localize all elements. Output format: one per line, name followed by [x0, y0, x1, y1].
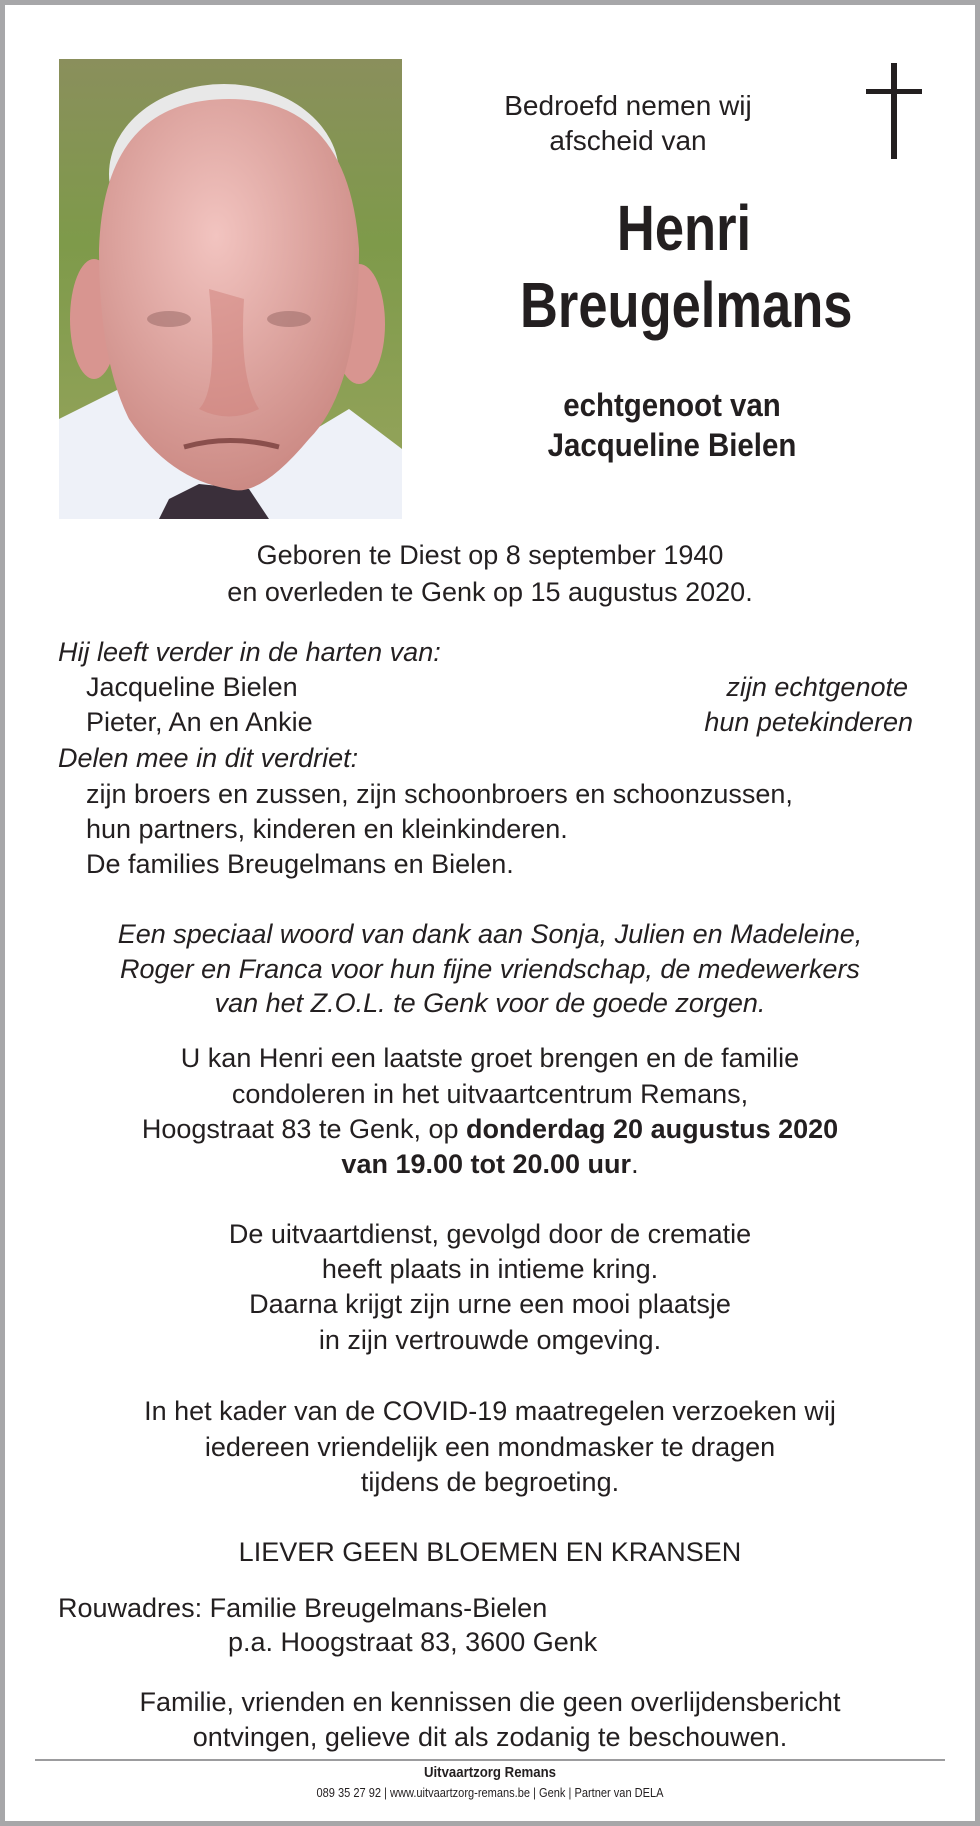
funeral-home-name: Uitvaartzorg Remans	[423, 1764, 557, 1781]
covid-line: iedereen vriendelijk een mondmasker te dragen	[204, 1432, 776, 1462]
deceased-last-name: Breugelmans	[520, 269, 853, 341]
survivor-relation: zijn echtgenote	[726, 672, 908, 702]
share-heading: Delen mee in dit verdriet:	[58, 743, 359, 773]
visit-line: U kan Henri een laatste groet brengen en de familie	[180, 1043, 800, 1073]
covid-line: tijdens de begroeting.	[360, 1467, 620, 1497]
address-line: p.a. Hoogstraat 83, 3600 Genk	[228, 1627, 598, 1657]
survivor-relation: hun petekinderen	[704, 707, 913, 737]
survivor-name: Jacqueline Bielen	[86, 672, 298, 702]
covid-line: In het kader van de COVID-19 maatregelen verzoeken wij	[144, 1396, 836, 1426]
flowers-notice: LIEVER GEEN BLOEMEN EN KRANSEN	[238, 1537, 742, 1567]
footer-divider	[35, 1759, 945, 1761]
survivor-name: Pieter, An en Ankie	[86, 707, 313, 737]
punctuation: .	[631, 1149, 639, 1179]
service-line: in zijn vertrouwde omgeving.	[318, 1325, 662, 1355]
share-line: De families Breugelmans en Bielen.	[86, 849, 514, 879]
visit-line	[0, 1147, 980, 1181]
address-line: Rouwadres: Familie Breugelmans-Bielen	[58, 1593, 548, 1623]
thanks-line: van het Z.O.L. te Genk voor de goede zorgen.	[214, 988, 766, 1018]
funeral-home-contact: 089 35 27 92 | www.uitvaartzorg-remans.be | Genk | Partner van DELA	[316, 1785, 664, 1800]
thanks-line: Roger en Franca voor hun fijne vriendschap, de medewerkers	[120, 954, 860, 984]
service-line: Daarna krijgt zijn urne een mooi plaatsje	[249, 1289, 731, 1319]
share-line: hun partners, kinderen en kleinkinderen.	[86, 814, 568, 844]
birth-line: Geboren te Diest op 8 september 1940	[256, 540, 724, 570]
thanks-line: Een speciaal woord van dank aan Sonja, Julien en Madeleine,	[117, 919, 863, 949]
visit-line	[0, 1112, 980, 1146]
service-line: heeft plaats in intieme kring.	[321, 1254, 659, 1284]
intro-line: Bedroefd nemen wij	[504, 90, 752, 121]
visit-date: donderdag 20 augustus 2020	[466, 1114, 839, 1144]
visit-line: condoleren in het uitvaartcentrum Remans,	[231, 1079, 749, 1109]
death-line: en overleden te Genk op 15 augustus 2020.	[227, 577, 753, 607]
closing-line: ontvingen, gelieve dit als zodanig te beschouwen.	[192, 1722, 788, 1752]
spouse-line: echtgenoot van	[563, 387, 781, 423]
deceased-first-name: Henri	[616, 192, 752, 264]
survivors-heading: Hij leeft verder in de harten van:	[58, 637, 441, 667]
service-line: De uitvaartdienst, gevolgd door de crematie	[228, 1219, 752, 1249]
share-line: zijn broers en zussen, zijn schoonbroers en schoonzussen,	[86, 779, 793, 809]
visit-location: Hoogstraat 83 te Genk, op	[141, 1114, 467, 1144]
closing-line: Familie, vrienden en kennissen die geen overlijdensbericht	[139, 1687, 841, 1717]
spouse-name: Jacqueline Bielen	[547, 427, 797, 463]
intro-line: afscheid van	[549, 125, 707, 156]
visit-time: van 19.00 tot 20.00 uur	[341, 1149, 632, 1179]
